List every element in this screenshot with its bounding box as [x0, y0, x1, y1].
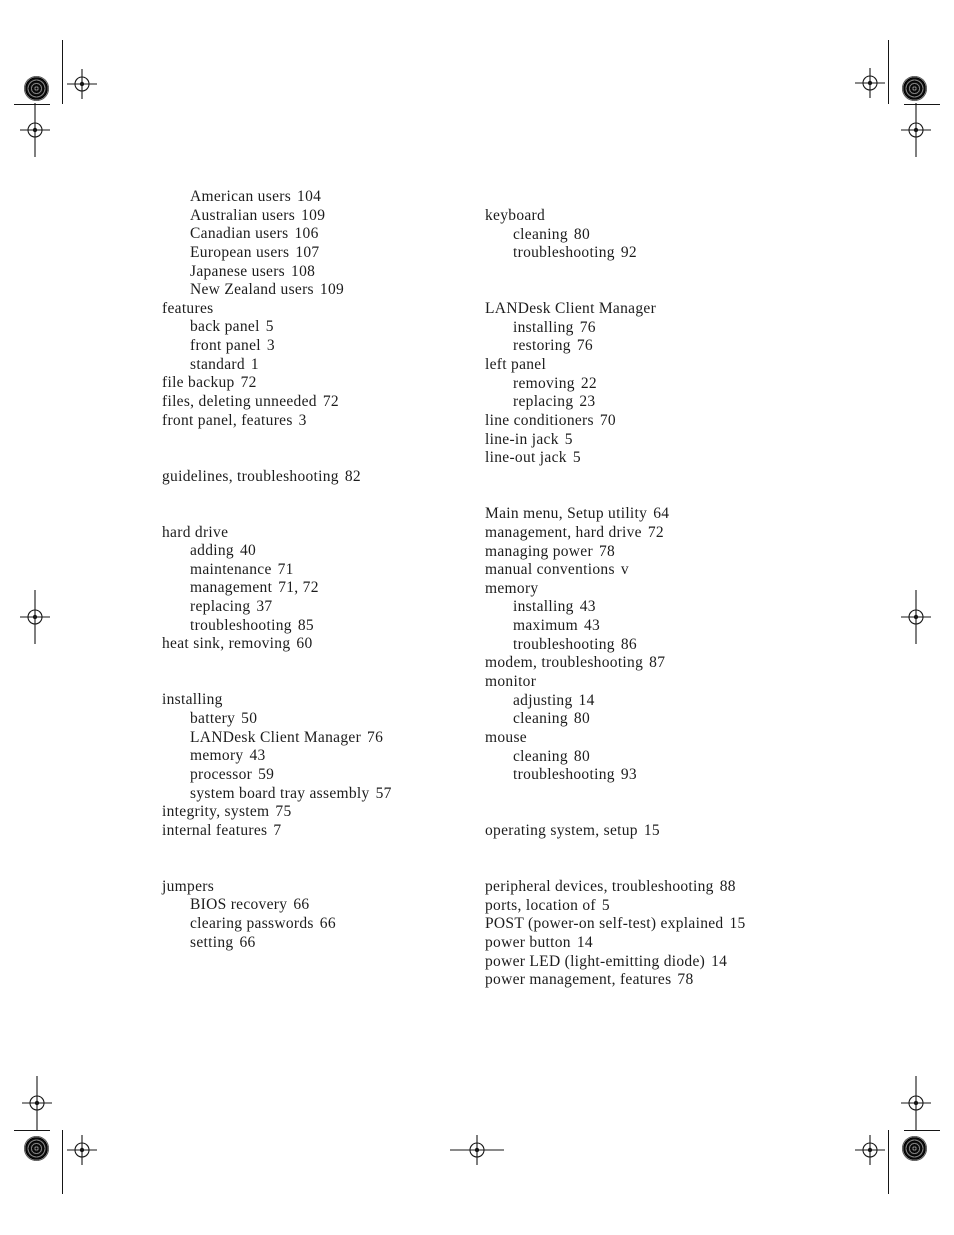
- index-gap: [162, 840, 472, 859]
- entry-page-number: 43: [583, 617, 601, 635]
- entry-text: front panel, features: [162, 411, 293, 429]
- entry-page-number: 14: [576, 933, 593, 951]
- entry-text: European users: [190, 243, 290, 261]
- entry-page-number: 109: [319, 281, 345, 299]
- entry-text: processor: [190, 765, 253, 783]
- index-entry: [485, 226, 815, 245]
- entry-page-number: 5: [601, 896, 610, 914]
- index-entry: [162, 729, 472, 748]
- index-gap: [162, 505, 472, 524]
- entry-text: heat sink, removing: [162, 635, 291, 653]
- entry-text: keyboard: [485, 207, 546, 224]
- entry-text: BIOS recovery: [190, 896, 288, 914]
- entry-page-number: 40: [240, 542, 257, 560]
- entry-text: ports, location of: [485, 896, 596, 914]
- entry-page-number: 82: [344, 467, 361, 485]
- entry-text: manual conventions: [485, 561, 615, 579]
- entry-text: restoring: [513, 337, 571, 355]
- crop-line: [904, 1130, 940, 1131]
- entry-page-number: 3: [266, 337, 275, 355]
- index-entry: [485, 878, 815, 897]
- entry-text: POST (power-on self-test) explained: [485, 915, 724, 933]
- entry-page-number: 57: [375, 784, 392, 802]
- entry-text: line-in jack: [485, 430, 559, 448]
- index-entry: [162, 412, 472, 431]
- index-entry: [485, 729, 815, 748]
- entry-page-number: 43: [579, 598, 596, 616]
- entry-text: peripheral devices, troubleshooting: [485, 878, 714, 896]
- index-entry: [485, 617, 815, 636]
- entry-text: left panel: [485, 356, 547, 374]
- entry-page-number: v: [620, 561, 629, 579]
- registration-mark-icon: [855, 1135, 885, 1165]
- index-gap: [162, 654, 472, 673]
- entry-text: troubleshooting: [513, 244, 615, 262]
- entry-page-number: 85: [297, 616, 314, 634]
- index-entry: [485, 561, 815, 580]
- entry-page-number: 43: [249, 747, 266, 765]
- index-entry: [162, 318, 472, 337]
- index-entry: [162, 710, 472, 729]
- entry-page-number: 5: [572, 449, 581, 467]
- entry-text: mouse: [485, 728, 527, 746]
- index-entry: [162, 468, 472, 487]
- entry-text: troubleshooting: [190, 616, 292, 634]
- crop-line: [62, 40, 63, 104]
- entry-page-number: 59: [258, 765, 275, 783]
- entry-text: troubleshooting: [513, 766, 615, 784]
- entry-page-number: 76: [579, 318, 596, 336]
- index-entry: [162, 803, 472, 822]
- entry-page-number: 88: [719, 878, 736, 896]
- index-entry: [485, 524, 815, 543]
- entry-page-number: 104: [297, 188, 322, 205]
- entry-text: management, hard drive: [485, 523, 642, 541]
- crop-line: [62, 1130, 63, 1194]
- index-gap: [485, 468, 815, 487]
- index-entry: [485, 636, 815, 655]
- entry-page-number: 80: [573, 747, 591, 765]
- index-entry: [485, 375, 815, 394]
- registration-mark-icon: [901, 590, 931, 644]
- entry-text: cleaning: [513, 747, 568, 765]
- index-entry: [162, 896, 472, 915]
- entry-page-number: 37: [256, 598, 273, 616]
- entry-page-number: 15: [643, 822, 660, 840]
- index-entry: [485, 915, 815, 934]
- index-entry: [485, 971, 815, 990]
- index-entry: [162, 747, 472, 766]
- registration-mark-icon: [901, 1076, 931, 1130]
- entry-text: guidelines, troubleshooting: [162, 467, 339, 485]
- index-entry: [162, 542, 472, 561]
- entry-text: installing: [162, 691, 223, 709]
- registration-mark-icon: [20, 590, 50, 644]
- index-column-right: [485, 207, 815, 990]
- entry-page-number: 66: [293, 896, 310, 914]
- entry-text: troubleshooting: [513, 635, 615, 653]
- entry-text: replacing: [190, 598, 251, 616]
- index-entry: [162, 188, 472, 207]
- entry-text: maintenance: [190, 560, 272, 578]
- entry-page-number: 14: [578, 691, 595, 709]
- index-entry: [162, 374, 472, 393]
- entry-text: removing: [513, 374, 575, 392]
- index-entry: [162, 785, 472, 804]
- index-entry: [485, 393, 815, 412]
- registration-mark-icon: [20, 103, 50, 157]
- index-gap: [485, 282, 815, 301]
- entry-page-number: 92: [620, 244, 637, 262]
- index-gap: [162, 449, 472, 468]
- entry-text: back panel: [190, 318, 260, 336]
- entry-page-number: 78: [677, 971, 694, 989]
- entry-page-number: 71: [277, 560, 294, 578]
- index-entry: [485, 412, 815, 431]
- entry-page-number: 71, 72: [278, 579, 319, 597]
- entry-page-number: 22: [580, 374, 597, 392]
- entry-text: power LED (light-emitting diode): [485, 952, 706, 970]
- entry-page-number: 72: [647, 523, 664, 541]
- registration-mark-icon: [22, 1076, 52, 1130]
- entry-text: battery: [190, 709, 236, 727]
- index-entry: [485, 543, 815, 562]
- entry-page-number: 5: [564, 430, 573, 448]
- index-entry: [485, 654, 815, 673]
- entry-text: internal features: [162, 821, 268, 839]
- index-entry: [162, 263, 472, 282]
- entry-page-number: 75: [275, 803, 292, 821]
- entry-page-number: 72: [240, 374, 257, 392]
- entry-text: operating system, setup: [485, 822, 638, 840]
- index-gap: [162, 859, 472, 878]
- index-entry: [485, 673, 815, 692]
- index-entry: [485, 207, 815, 226]
- entry-page-number: 14: [711, 952, 728, 970]
- index-entry: [162, 393, 472, 412]
- index-entry: [485, 766, 815, 785]
- entry-page-number: 66: [239, 933, 256, 951]
- index-entry: [485, 431, 815, 450]
- entry-page-number: 15: [729, 915, 746, 933]
- entry-page-number: 109: [301, 206, 326, 224]
- index-entry: [485, 710, 815, 729]
- entry-text: power button: [485, 933, 571, 951]
- index-entry: [162, 579, 472, 598]
- index-entry: [485, 897, 815, 916]
- entry-text: management: [190, 579, 273, 597]
- index-entry: [162, 337, 472, 356]
- entry-text: memory: [190, 747, 244, 765]
- index-entry: [162, 915, 472, 934]
- entry-page-number: 72: [322, 393, 339, 411]
- entry-text: system board tray assembly: [190, 784, 370, 802]
- index-entry: [162, 878, 472, 897]
- index-entry: [485, 505, 815, 524]
- crop-line: [888, 40, 889, 104]
- entry-page-number: 76: [576, 337, 593, 355]
- entry-page-number: 106: [294, 225, 319, 243]
- entry-page-number: 66: [319, 914, 336, 932]
- entry-page-number: 50: [241, 709, 258, 727]
- entry-text: New Zealand users: [190, 281, 314, 299]
- entry-page-number: 5: [265, 318, 274, 336]
- entry-text: front panel: [190, 337, 261, 355]
- entry-text: clearing passwords: [190, 914, 314, 932]
- entry-text: jumpers: [162, 877, 215, 895]
- index-entry: [485, 748, 815, 767]
- entry-text: memory: [485, 579, 539, 597]
- index-entry: [162, 207, 472, 226]
- entry-page-number: 7: [273, 821, 282, 839]
- entry-text: file backup: [162, 374, 235, 392]
- index-entry: [162, 356, 472, 375]
- entry-page-number: 87: [649, 654, 666, 672]
- entry-page-number: 60: [296, 635, 313, 653]
- halftone-target-icon: [24, 1136, 49, 1161]
- halftone-target-icon: [24, 76, 49, 101]
- entry-text: adding: [190, 542, 234, 560]
- index-entry: [485, 319, 815, 338]
- entry-text: line conditioners: [485, 412, 594, 430]
- entry-text: Canadian users: [190, 225, 289, 243]
- entry-text: power management, features: [485, 971, 672, 989]
- entry-page-number: 80: [573, 225, 591, 243]
- entry-page-number: 93: [620, 766, 637, 784]
- entry-text: setting: [190, 933, 234, 951]
- index-entry: [162, 225, 472, 244]
- entry-text: features: [162, 299, 214, 317]
- index-entry: [162, 635, 472, 654]
- index-entry: [162, 822, 472, 841]
- index-entry: [162, 561, 472, 580]
- index-entry: [485, 337, 815, 356]
- registration-mark-icon: [67, 1135, 97, 1165]
- index-entry: [162, 524, 472, 543]
- index-entry: [162, 244, 472, 263]
- crop-line: [14, 1130, 50, 1131]
- entry-page-number: 76: [367, 728, 384, 746]
- entry-text: standard: [190, 355, 245, 373]
- index-entry: [162, 766, 472, 785]
- index-entry: [485, 356, 815, 375]
- entry-text: LANDesk Client Manager: [190, 728, 362, 746]
- entry-text: hard drive: [162, 523, 229, 541]
- entry-text: cleaning: [513, 225, 568, 243]
- entry-text: Main menu, Setup utility: [485, 505, 648, 523]
- entry-text: integrity, system: [162, 803, 270, 821]
- entry-page-number: 78: [598, 542, 616, 560]
- index-entry: [162, 598, 472, 617]
- entry-text: modem, troubleshooting: [485, 654, 644, 672]
- entry-text: replacing: [513, 393, 574, 411]
- entry-page-number: 64: [653, 505, 670, 523]
- entry-text: maximum: [513, 617, 578, 635]
- entry-text: cleaning: [513, 710, 568, 728]
- entry-page-number: 23: [579, 393, 596, 411]
- entry-page-number: 3: [298, 411, 307, 429]
- index-entry: [485, 449, 815, 468]
- index-entry: [162, 300, 472, 319]
- registration-mark-icon: [901, 103, 931, 157]
- entry-text: LANDesk Client Manager: [485, 300, 657, 318]
- index-gap: [485, 263, 815, 282]
- crop-line: [888, 1130, 889, 1194]
- halftone-target-icon: [902, 1136, 927, 1161]
- index-gap: [485, 804, 815, 823]
- index-gap: [162, 486, 472, 505]
- index-entry: [485, 244, 815, 263]
- registration-mark-icon: [855, 68, 885, 98]
- index-entry: [162, 934, 472, 953]
- entry-text: line-out jack: [485, 449, 567, 467]
- index-entry: [162, 691, 472, 710]
- entry-text: monitor: [485, 673, 537, 691]
- index-column-left: [162, 188, 472, 952]
- entry-text: Australian users: [190, 206, 296, 224]
- index-gap: [485, 487, 815, 506]
- registration-mark-icon: [67, 69, 97, 99]
- entry-page-number: 1: [250, 355, 259, 373]
- index-entry: [485, 822, 815, 841]
- index-entry: [485, 580, 815, 599]
- entry-page-number: 107: [295, 243, 320, 261]
- index-entry: [485, 934, 815, 953]
- index-gap: [162, 430, 472, 449]
- entry-text: installing: [513, 318, 574, 336]
- index-entry: [162, 281, 472, 300]
- registration-mark-icon: [450, 1135, 504, 1165]
- index-entry: [485, 598, 815, 617]
- entry-text: files, deleting unneeded: [162, 393, 317, 411]
- entry-page-number: 86: [620, 635, 637, 653]
- entry-text: adjusting: [513, 691, 573, 709]
- entry-text: Japanese users: [190, 262, 286, 280]
- halftone-target-icon: [902, 76, 927, 101]
- index-gap: [485, 859, 815, 878]
- entry-page-number: 108: [291, 262, 316, 280]
- entry-page-number: 80: [573, 710, 591, 728]
- index-entry: [485, 300, 815, 319]
- entry-page-number: 70: [599, 412, 616, 430]
- entry-text: managing power: [485, 542, 593, 560]
- index-gap: [485, 841, 815, 860]
- index-entry: [162, 617, 472, 636]
- entry-text: installing: [513, 598, 574, 616]
- index-gap: [485, 785, 815, 804]
- index-entry: [485, 692, 815, 711]
- index-gap: [162, 673, 472, 692]
- index-entry: [485, 953, 815, 972]
- entry-text: American users: [190, 188, 292, 205]
